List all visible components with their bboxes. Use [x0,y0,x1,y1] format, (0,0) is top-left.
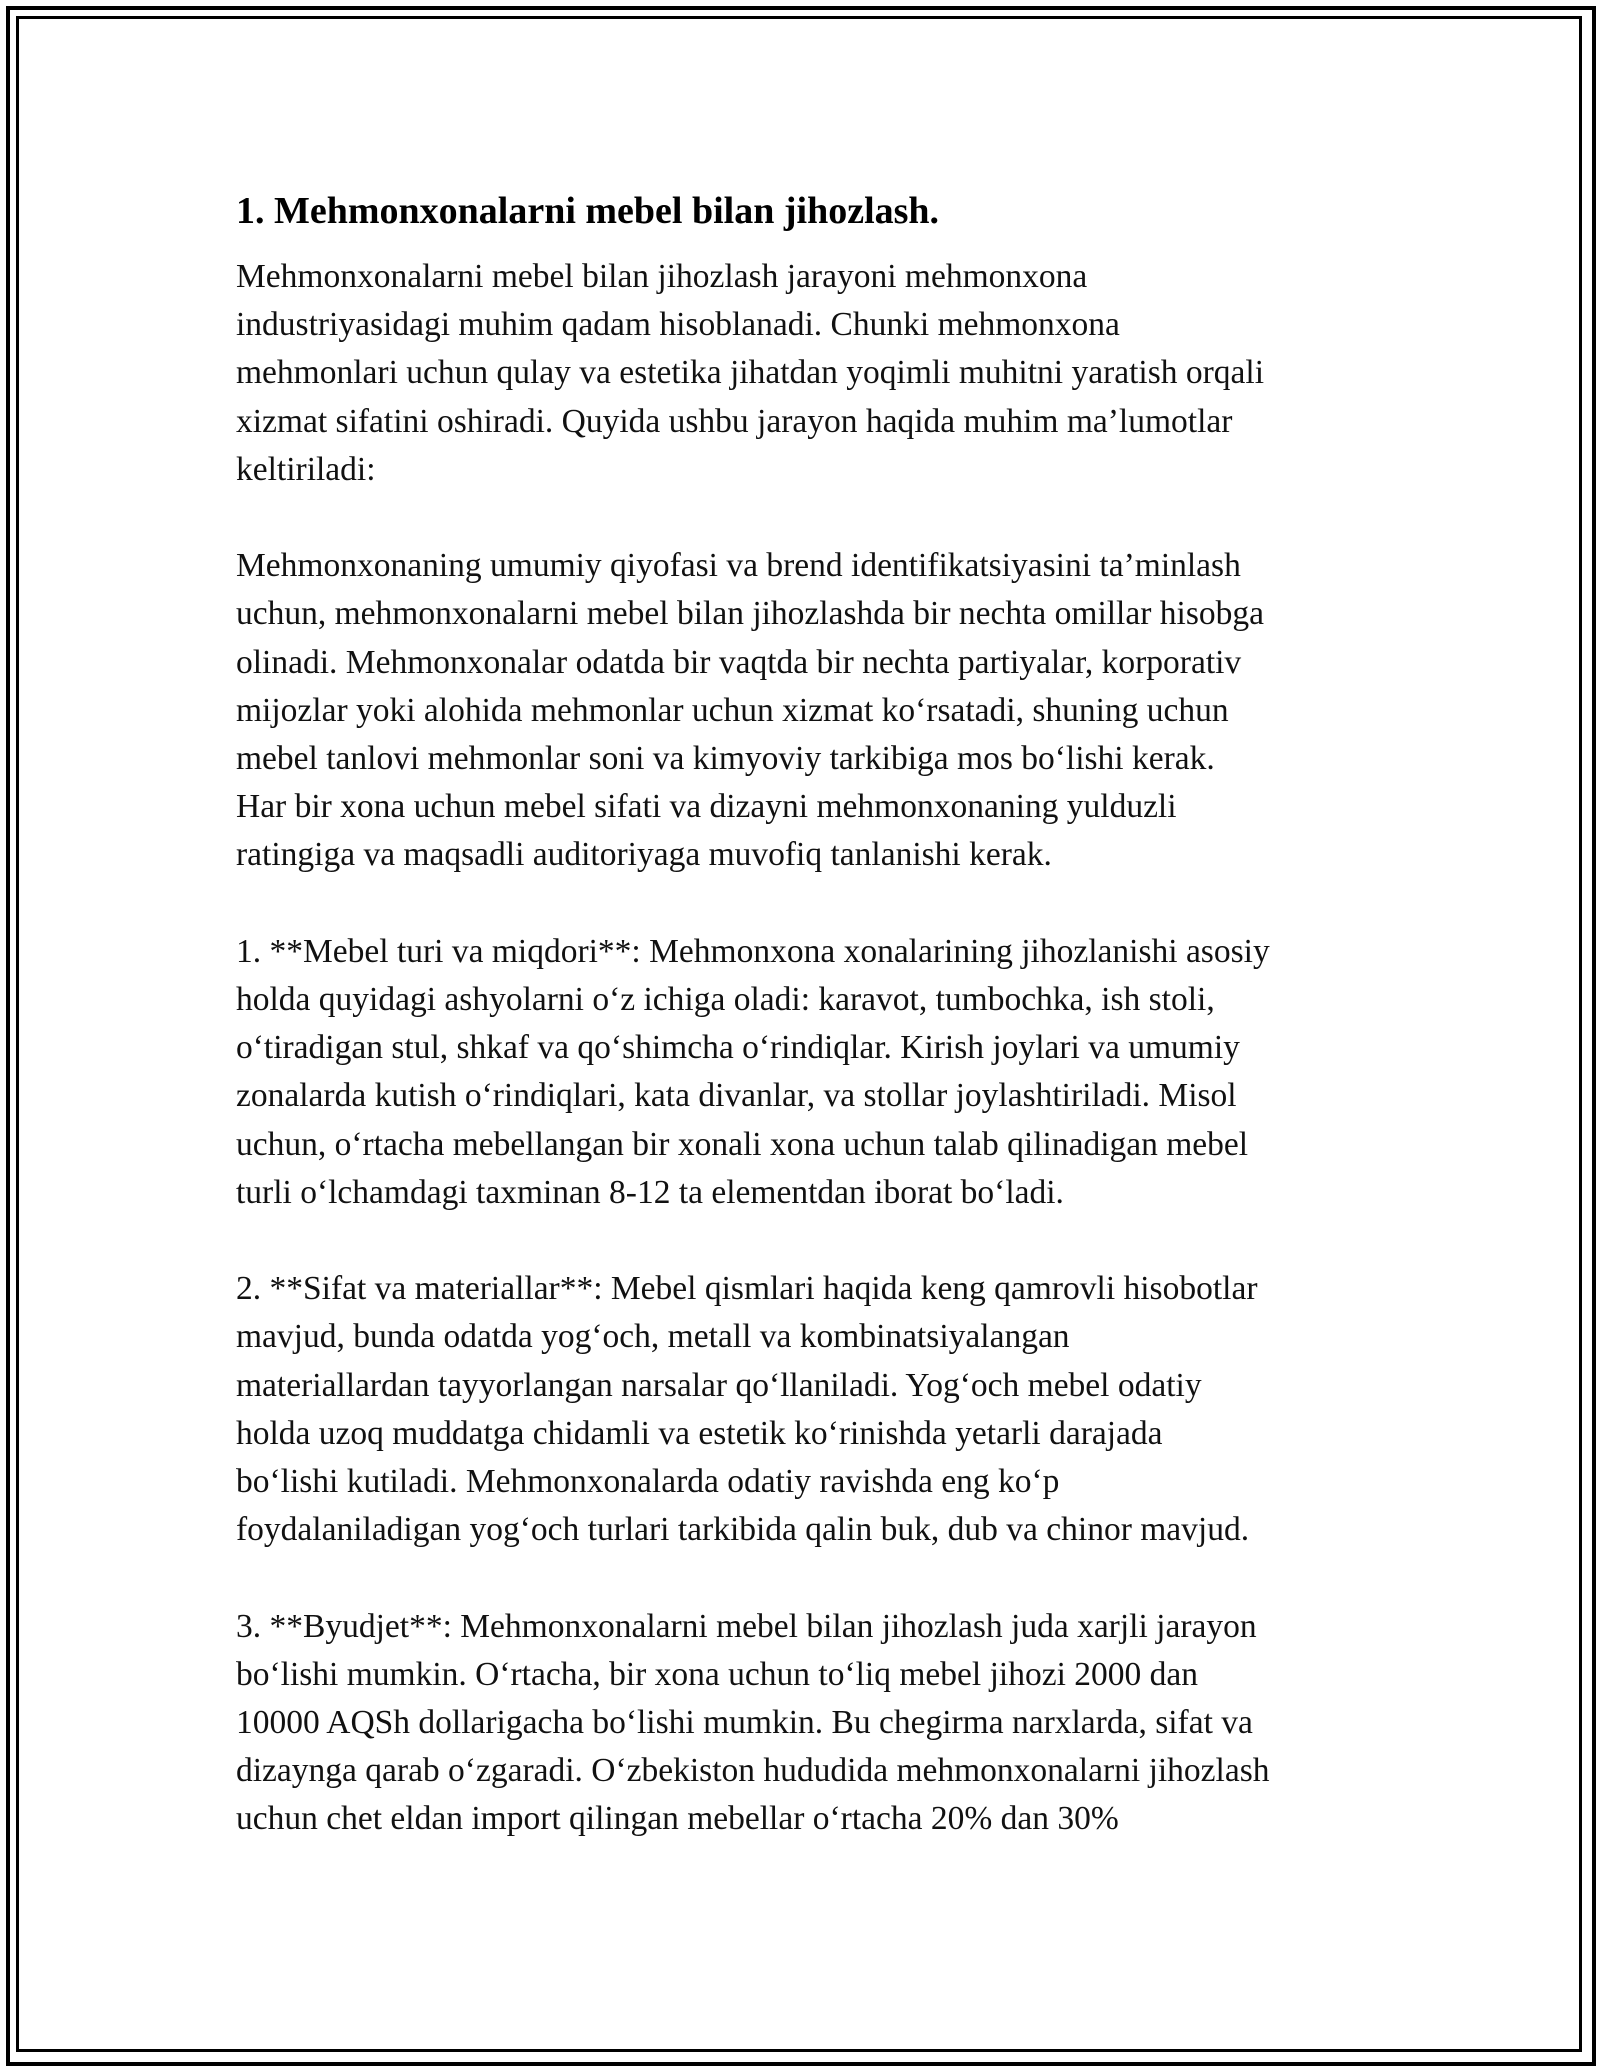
document-heading: 1. Mehmonxonalarni mebel bilan jihozlash. [236,190,940,232]
intro-paragraph: Mehmonxonalarni mebel bilan jihozlash jarayoni mehmonxona industriyasidagi muhim qadam hisoblanadi. Chunki mehmonxona mehmonlari uchun qulay va estetika jihatdan yoqimli muhitni yaratish orqali xizmat sifatini oshiradi. Quyida ushbu jarayon haqida muhim ma’lumotlar keltiriladi: [236,258,1265,488]
furniture-type-paragraph: 1. **Mebel turi va miqdori**: Mehmonxona xonalarining jihozlanishi asosiy holda quyidagi ashyolarni o‘z ichiga oladi: karavot, tumbochka, ish stoli, o‘tiradigan stul, shkaf va qo‘shimcha o‘rindiqlar. Kirish joylari va umumiy zonalarda kutish o‘rindiqlari, kata divanlar, va stollar joylashtiriladi. Misol uchun, o‘rtacha mebellangan bir xonali xona uchun talab qilinadigan mebel turli o‘lchamdagi taxminan 8-12 ta elementdan iborat bo‘ladi. [236,932,1270,1211]
document-body [236,185,1376,1892]
quality-materials-paragraph: 2. **Sifat va materiallar**: Mebel qismlari haqida keng qamrovli hisobotlar mavjud, bunda odatda yog‘och, metall va kombinatsiyalangan materiallardan tayyorlangan narsalar qo‘llaniladi. Yog‘och mebel odatiy holda uzoq muddatga chidamli va estetik ko‘rinishda yetarli darajada bo‘lishi kutiladi. Mehmonxonalarda odatiy ravishda eng ko‘p foydalaniladigan yog‘och turlari tarkibida qalin buk, dub va chinor mavjud. [236,1270,1258,1549]
budget-paragraph: 3. **Byudjet**: Mehmonxonalarni mebel bilan jihozlash juda xarjli jarayon bo‘lishi mumkin. O‘rtacha, bir xona uchun to‘liq mebel jihozi 2000 dan 10000 AQSh dollarigacha bo‘lishi mumkin. Bu chegirma narxlarda, sifat va dizaynga qarab o‘zgaradi. O‘zbekiston hududida mehmonxonalarni jihozlash uchun chet eldan import qilingan mebellar o‘rtacha 20% dan 30% [236,1607,1270,1838]
context-paragraph: Mehmonxonaning umumiy qiyofasi va brend identifikatsiyasini ta’minlash uchun, mehmonxonalarni mebel bilan jihozlashda bir nechta omillar hisobga olinadi. Mehmonxonalar odatda bir vaqtda bir nechta partiyalar, korporativ mijozlar yoki alohida mehmonlar uchun xizmat ko‘rsatadi, shuning uchun mebel tanlovi mehmonlar soni va kimyoviy tarkibiga mos bo‘lishi kerak. Har bir xona uchun mebel sifati va dizayni mehmonxonaning yulduzli ratingiga va maqsadli auditoriyaga muvofiq tanlanishi kerak. [236,547,1264,874]
